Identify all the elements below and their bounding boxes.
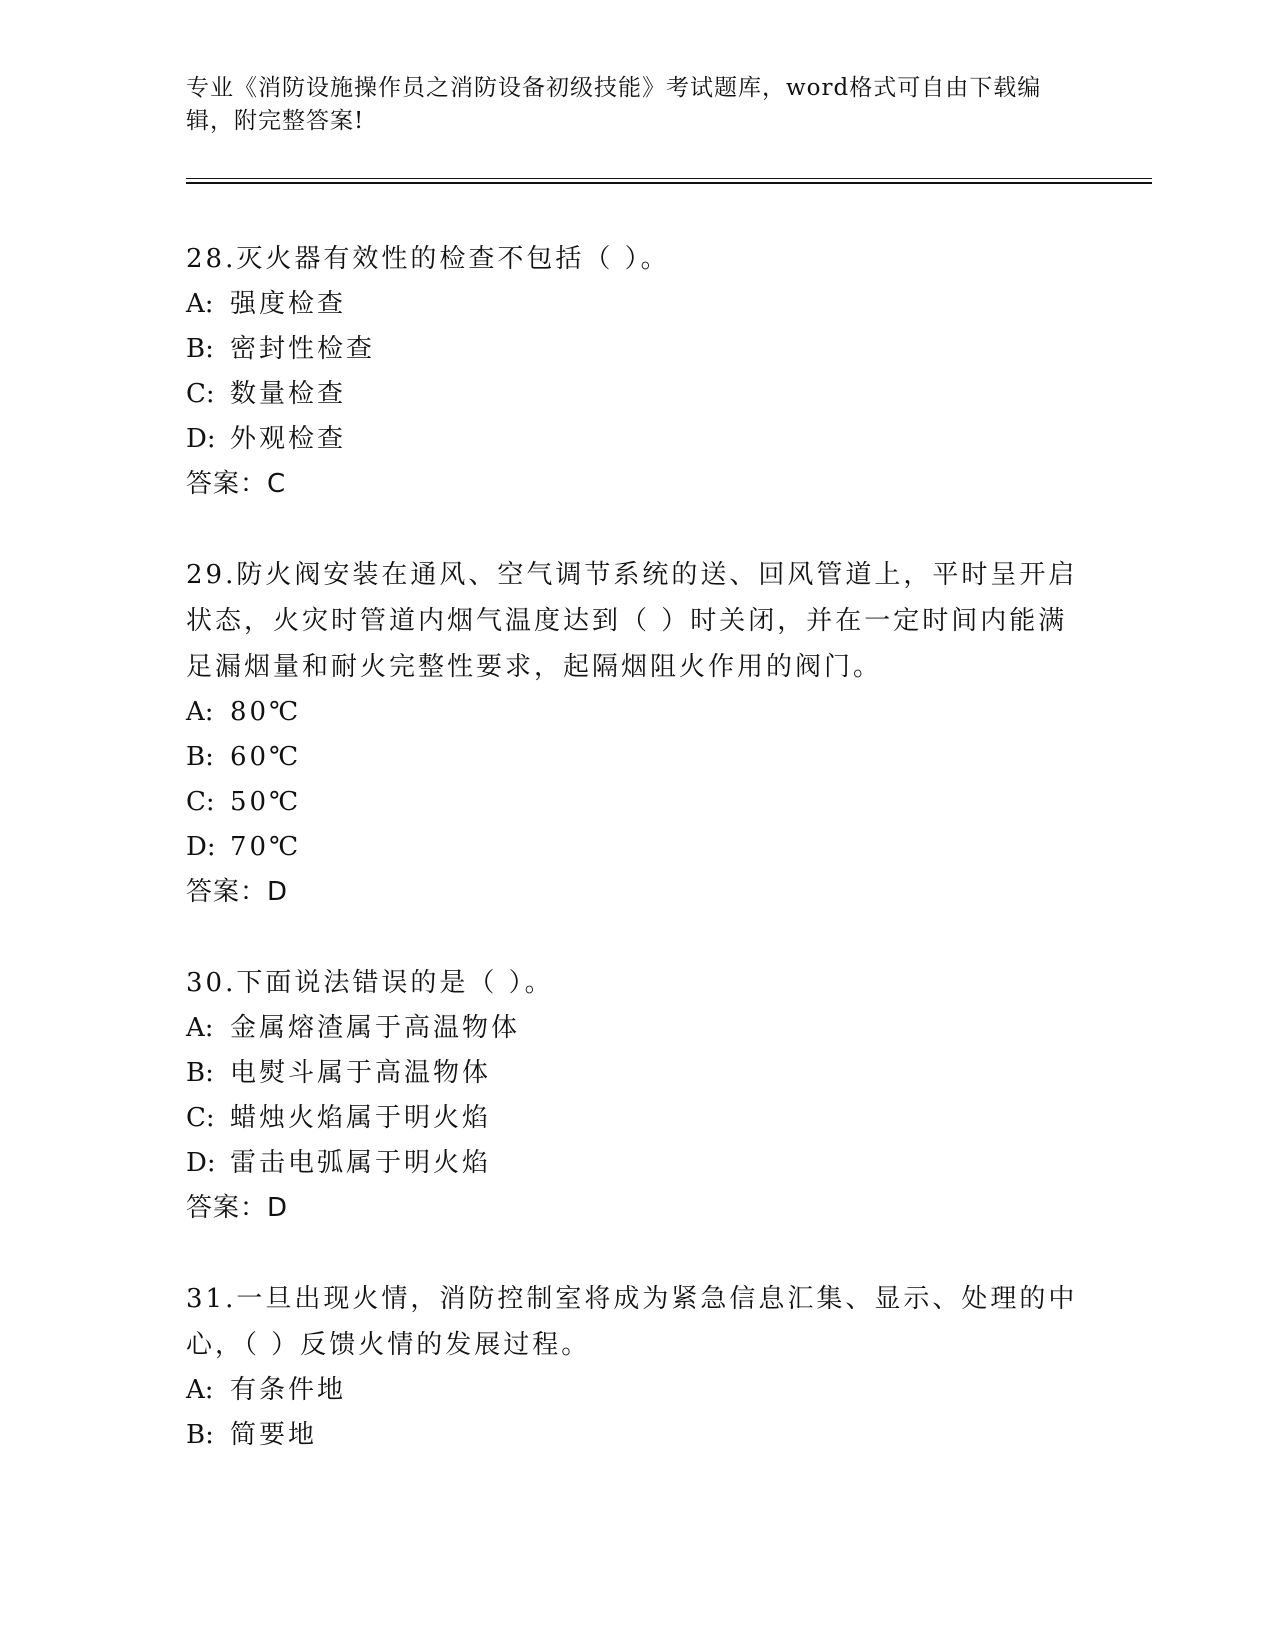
question-stem: 30.下面说法错误的是（ ）。 (186, 968, 554, 998)
option-text: 密封性检查 (230, 334, 376, 364)
option-d (186, 825, 1086, 870)
answer-label: 答案： (186, 469, 268, 499)
answer-line (186, 462, 1086, 506)
header-divider-thin (186, 178, 1152, 179)
option-b (186, 1051, 1086, 1096)
option-b (186, 735, 1086, 780)
question-stem: 29.防火阀安装在通风、空气调节系统的送、回风管道上，平时呈开启状态，火灾时管道内烟气温度达到（ ）时关闭，并在一定时间内能满足漏烟量和耐火完整性要求，起隔烟阻火作用的阀门。 (186, 560, 1078, 682)
option-c (186, 372, 1086, 417)
option-d (186, 1141, 1086, 1186)
option-text: 电熨斗属于高温物体 (230, 1058, 492, 1088)
option-key: D: (186, 424, 216, 454)
question-stem: 28.灭火器有效性的检查不包括（ ）。 (186, 244, 670, 274)
option-text: 数量检查 (230, 379, 347, 409)
question-30 (186, 960, 1086, 1230)
option-key: A: (186, 1013, 214, 1043)
question-list (186, 236, 1086, 1504)
option-key: A: (186, 289, 214, 319)
option-text: 80℃ (230, 697, 302, 727)
option-text: 外观检查 (230, 424, 347, 454)
option-key: B: (186, 742, 214, 772)
option-text: 简要地 (230, 1420, 318, 1450)
option-text: 60℃ (230, 742, 302, 772)
option-key: B: (186, 334, 214, 364)
option-key: A: (186, 1375, 214, 1405)
option-c (186, 780, 1086, 825)
option-text: 强度检查 (230, 289, 347, 319)
option-text: 金属熔渣属于高温物体 (230, 1013, 521, 1043)
question-stem: 31.一旦出现火情，消防控制室将成为紧急信息汇集、显示、处理的中心，（ ）反馈火情的发展过程。 (186, 1284, 1078, 1360)
option-a (186, 1006, 1086, 1051)
option-key: C: (186, 787, 215, 817)
option-c (186, 1096, 1086, 1141)
document-header: 专业《消防设施操作员之消防设备初级技能》考试题库，word格式可自由下载编辑，附完整答案! (186, 75, 1042, 134)
question-31 (186, 1276, 1086, 1458)
option-b (186, 327, 1086, 372)
option-key: A: (186, 697, 214, 727)
option-text: 70℃ (230, 832, 302, 862)
option-a (186, 690, 1086, 735)
option-text: 50℃ (230, 787, 302, 817)
question-28 (186, 236, 1086, 506)
option-a (186, 1368, 1086, 1413)
answer-line (186, 1186, 1086, 1230)
option-text: 蜡烛火焰属于明火焰 (230, 1103, 492, 1133)
answer-line (186, 870, 1086, 914)
option-key: C: (186, 379, 215, 409)
option-key: C: (186, 1103, 215, 1133)
header-divider-thick (186, 182, 1152, 184)
answer-value: D (267, 1193, 289, 1223)
option-key: B: (186, 1058, 214, 1088)
question-29 (186, 552, 1086, 914)
option-text: 有条件地 (230, 1375, 347, 1405)
answer-label: 答案： (186, 877, 268, 907)
option-key: D: (186, 832, 216, 862)
option-a (186, 282, 1086, 327)
option-b (186, 1413, 1086, 1458)
answer-value: D (267, 877, 289, 907)
option-d (186, 417, 1086, 462)
option-text: 雷击电弧属于明火焰 (230, 1148, 492, 1178)
option-key: D: (186, 1148, 216, 1178)
answer-value: C (267, 469, 287, 499)
option-key: B: (186, 1420, 214, 1450)
answer-label: 答案： (186, 1193, 268, 1223)
